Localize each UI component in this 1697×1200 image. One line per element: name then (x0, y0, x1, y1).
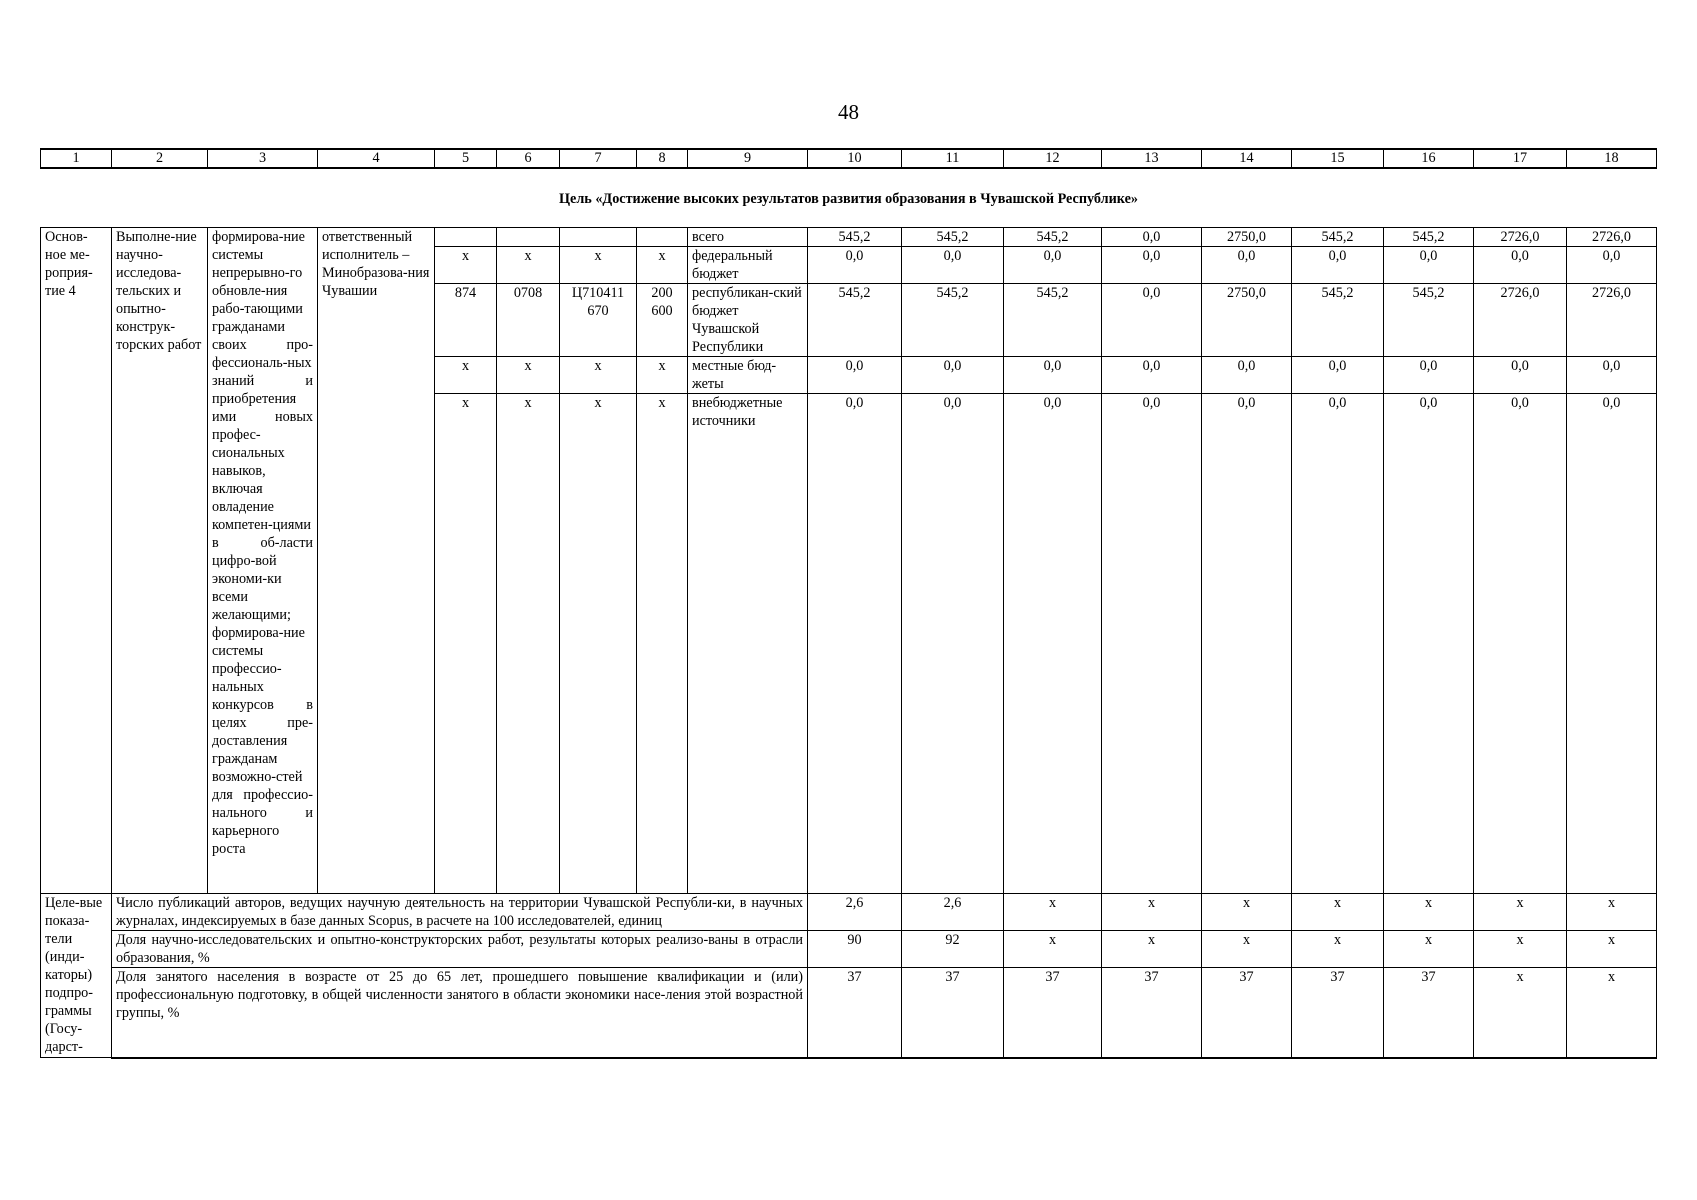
value-cell: x (1102, 931, 1202, 968)
value-cell: 2,6 (808, 894, 902, 931)
funding-source: федеральный бюджет (688, 247, 808, 284)
value-cell: 2726,0 (1474, 284, 1567, 357)
value-cell: x (1102, 894, 1202, 931)
col-header: 13 (1102, 149, 1202, 168)
value-cell: 0,0 (1102, 228, 1202, 247)
measure-name: Основ-ное ме-роприя-тие 4 (41, 228, 112, 894)
value-cell: 0,0 (1292, 357, 1384, 394)
budget-code-vr: 200 600 (637, 284, 688, 357)
budget-code-grbs (435, 228, 497, 247)
col-header: 6 (497, 149, 560, 168)
value-cell: x (1474, 894, 1567, 931)
indicator-row (41, 894, 1657, 931)
budget-code-vr: x (637, 357, 688, 394)
budget-code-grbs: x (435, 247, 497, 284)
value-cell: 0,0 (808, 247, 902, 284)
value-cell: 37 (1004, 968, 1102, 1058)
column-number-row (41, 149, 1657, 168)
indicator-text: Доля научно-исследовательских и опытно-конструкторских работ, результаты которых реализо-ваны в отрасли образования, % (112, 931, 808, 968)
value-cell: 0,0 (1567, 394, 1657, 894)
value-cell: 37 (1202, 968, 1292, 1058)
value-cell: x (1567, 894, 1657, 931)
value-cell: 2726,0 (1567, 228, 1657, 247)
value-cell: 0,0 (1202, 357, 1292, 394)
value-cell: 37 (902, 968, 1004, 1058)
col-header: 5 (435, 149, 497, 168)
col-header: 16 (1384, 149, 1474, 168)
indicator-row (41, 968, 1657, 1058)
funding-source: всего (688, 228, 808, 247)
col-header: 7 (560, 149, 637, 168)
value-cell: 545,2 (1292, 228, 1384, 247)
funding-source: местные бюд-жеты (688, 357, 808, 394)
value-cell: 545,2 (808, 228, 902, 247)
value-cell: 0,0 (1384, 394, 1474, 894)
value-cell: 0,0 (1292, 394, 1384, 894)
value-cell: 545,2 (1004, 284, 1102, 357)
indicators-label: Целе-вые показа-тели (инди-каторы) подпро-граммы (Госу-дарст- (41, 894, 112, 1058)
indicator-row (41, 931, 1657, 968)
value-cell: x (1567, 931, 1657, 968)
value-cell: 92 (902, 931, 1004, 968)
value-cell: x (1004, 931, 1102, 968)
value-cell: x (1004, 894, 1102, 931)
value-cell: 0,0 (1102, 357, 1202, 394)
measure-executor: ответственный исполнитель – Минобразова-ния Чувашии (318, 228, 435, 894)
value-cell: 545,2 (1384, 284, 1474, 357)
budget-code-grbs: 874 (435, 284, 497, 357)
budget-code-csr: x (560, 247, 637, 284)
budget-code-csr: x (560, 357, 637, 394)
budget-code-grbs: x (435, 394, 497, 894)
indicator-text: Доля занятого населения в возрасте от 25 до 65 лет, прошедшего повышение квалификации и (или) профессиональную подготовку, в общей численности занятого в области экономики насе-ления этой возрастной группы, % (112, 968, 808, 1058)
budget-code-rzpr: x (497, 247, 560, 284)
value-cell: 0,0 (1202, 394, 1292, 894)
table-row (41, 228, 1657, 247)
value-cell: 2,6 (902, 894, 1004, 931)
value-cell: 0,0 (1102, 284, 1202, 357)
col-header: 9 (688, 149, 808, 168)
value-cell: 0,0 (808, 394, 902, 894)
value-cell: 0,0 (1474, 394, 1567, 894)
budget-code-vr: x (637, 247, 688, 284)
value-cell: 37 (1102, 968, 1202, 1058)
budget-code-vr (637, 228, 688, 247)
col-header: 14 (1202, 149, 1292, 168)
goal-title: Цель «Достижение высоких результатов развития образования в Чувашской Республике» (41, 168, 1657, 228)
value-cell: 0,0 (902, 394, 1004, 894)
value-cell: 545,2 (902, 228, 1004, 247)
value-cell: 0,0 (1474, 247, 1567, 284)
value-cell: 2750,0 (1202, 228, 1292, 247)
budget-code-rzpr: 0708 (497, 284, 560, 357)
value-cell: 0,0 (1567, 357, 1657, 394)
value-cell: x (1384, 894, 1474, 931)
budget-code-csr: x (560, 394, 637, 894)
value-cell: x (1292, 931, 1384, 968)
value-cell: 37 (1292, 968, 1384, 1058)
funding-source: республикан-ский бюджет Чувашской Республики (688, 284, 808, 357)
budget-code-grbs: x (435, 357, 497, 394)
value-cell: x (1384, 931, 1474, 968)
value-cell: 0,0 (808, 357, 902, 394)
budget-code-rzpr: x (497, 357, 560, 394)
value-cell: 0,0 (1004, 357, 1102, 394)
value-cell: 0,0 (1004, 394, 1102, 894)
budget-code-rzpr (497, 228, 560, 247)
value-cell: 545,2 (1384, 228, 1474, 247)
value-cell: x (1292, 894, 1384, 931)
value-cell: 2726,0 (1567, 284, 1657, 357)
value-cell: 0,0 (1292, 247, 1384, 284)
value-cell: 37 (808, 968, 902, 1058)
budget-table (40, 148, 1657, 1059)
col-header: 17 (1474, 149, 1567, 168)
value-cell: 0,0 (1202, 247, 1292, 284)
value-cell: x (1567, 968, 1657, 1058)
value-cell: 545,2 (808, 284, 902, 357)
value-cell: 0,0 (1474, 357, 1567, 394)
value-cell: x (1202, 931, 1292, 968)
col-header: 12 (1004, 149, 1102, 168)
budget-code-csr (560, 228, 637, 247)
measure-description: формирова-ние системы непрерывно-го обновле-ния рабо-тающими гражданами своих про-фессиональ-ных знаний и приобретения ими новых профес-сиональных навыков, включая овладение компетен-циями в об-ласти цифро-вой экономи-ки всеми желающими; формирова-ние системы профессио-нальных конкурсов в целях пре-доставления гражданам возможно-стей для профессио-нального и карьерного роста (208, 228, 318, 894)
value-cell: 90 (808, 931, 902, 968)
budget-code-csr: Ц710411 670 (560, 284, 637, 357)
value-cell: 0,0 (902, 247, 1004, 284)
value-cell: 0,0 (1567, 247, 1657, 284)
col-header: 11 (902, 149, 1004, 168)
budget-code-rzpr: x (497, 394, 560, 894)
value-cell: 545,2 (1004, 228, 1102, 247)
col-header: 4 (318, 149, 435, 168)
col-header: 10 (808, 149, 902, 168)
col-header: 3 (208, 149, 318, 168)
value-cell: 0,0 (902, 357, 1004, 394)
indicator-text: Число публикаций авторов, ведущих научную деятельность на территории Чувашской Республи-ки, в научных журналах, индексируемых в базе данных Scopus, в расчете на 100 исследователей, единиц (112, 894, 808, 931)
page-number: 48 (838, 100, 859, 124)
value-cell: x (1202, 894, 1292, 931)
value-cell: 0,0 (1102, 394, 1202, 894)
col-header: 1 (41, 149, 112, 168)
value-cell: x (1474, 968, 1567, 1058)
value-cell: 0,0 (1384, 357, 1474, 394)
value-cell: 545,2 (902, 284, 1004, 357)
value-cell: 0,0 (1004, 247, 1102, 284)
measure-title: Выполне-ние научно-исследова-тельских и опытно-конструк-торских работ (112, 228, 208, 894)
value-cell: 2750,0 (1202, 284, 1292, 357)
budget-code-vr: x (637, 394, 688, 894)
goal-row (41, 168, 1657, 228)
value-cell: 0,0 (1102, 247, 1202, 284)
value-cell: 545,2 (1292, 284, 1384, 357)
col-header: 15 (1292, 149, 1384, 168)
value-cell: 37 (1384, 968, 1474, 1058)
col-header: 8 (637, 149, 688, 168)
col-header: 18 (1567, 149, 1657, 168)
col-header: 2 (112, 149, 208, 168)
value-cell: x (1474, 931, 1567, 968)
value-cell: 2726,0 (1474, 228, 1567, 247)
value-cell: 0,0 (1384, 247, 1474, 284)
funding-source: внебюджетные источники (688, 394, 808, 894)
